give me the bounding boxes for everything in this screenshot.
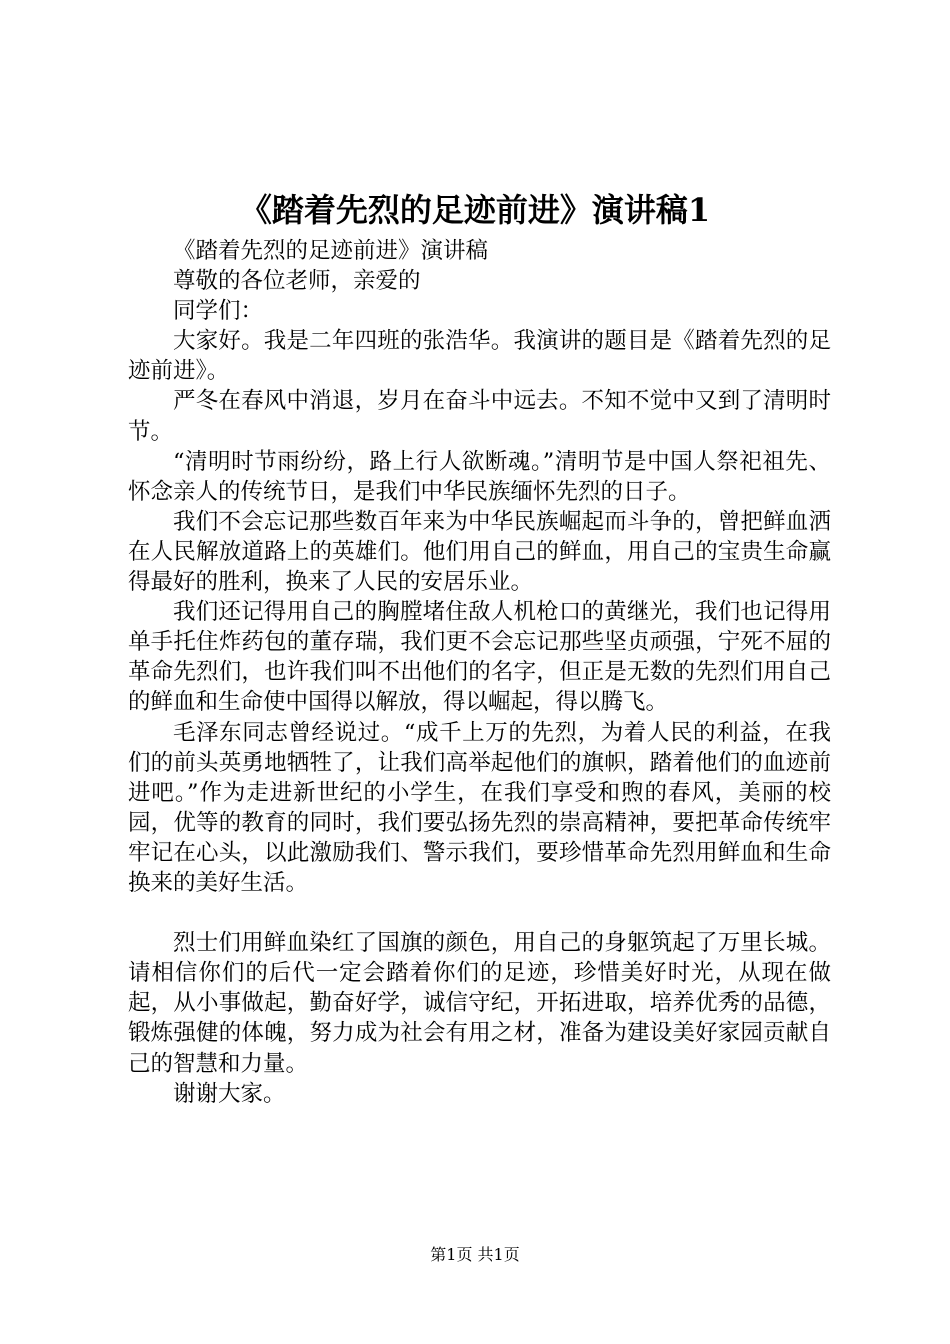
body-paragraph: 烈士们用鲜血染红了国旗的颜色，用自己的身躯筑起了万里长城。请相信你们的后代一定会踏着你们的足迹，珍惜美好时光，从现在做起，从小事做起，勤奋好学，诚信守纪，开拓进取，培养优秀的品德，锻炼强健的体魄，努力成为社会有用之材，准备为建设美好家园贡献自己的智慧和力量。 — [128, 930, 831, 1077]
page-number-footer: 第1页 共1页 — [430, 1245, 520, 1264]
body-paragraph: 毛泽东同志曾经说过。“成千上万的先烈，为着人民的利益，在我们的前头英勇地牺牲了，让我们高举起他们的旗帜，踏着他们的血迹前进吧。”作为走进新世纪的小学生，在我们享受和煦的春风，美丽的校园，优等的教育的同时，我们要弘扬先烈的崇高精神，要把革命传统牢牢记在心头，以此激励我们、警示我们，要珍惜革命先烈用鲜血和生命换来的美好生活。 — [128, 719, 831, 896]
body-paragraph: “清明时节雨纷纷，路上行人欲断魂。”清明节是中国人祭祀祖先、怀念亲人的传统节日，是我们中华民族缅怀先烈的日子。 — [128, 448, 831, 505]
body-paragraph: 我们不会忘记那些数百年来为中华民族崛起而斗争的，曾把鲜血洒在人民解放道路上的英雄们。他们用自己的鲜血，用自己的宝贵生命赢得最好的胜利，换来了人民的安居乐业。 — [128, 508, 831, 596]
document-title: 《踏着先烈的足迹前进》演讲稿1 — [239, 191, 711, 229]
closing-line: 谢谢大家。 — [173, 1080, 286, 1107]
subtitle-paragraph: 《踏着先烈的足迹前进》演讲稿 — [173, 238, 489, 264]
body-paragraph: 大家好。我是二年四班的张浩华。我演讲的题目是《踏着先烈的足迹前进》。 — [128, 328, 831, 385]
salutation-line-1: 尊敬的各位老师，亲爱的 — [173, 268, 421, 295]
body-paragraph: 我们还记得用自己的胸膛堵住敌人机枪口的黄继光，我们也记得用单手托住炸药包的董存瑞，我们更不会忘记那些坚贞顽强，宁死不屈的革命先烈们，也许我们叫不出他们的名字，但正是无数的先烈们用自己的鲜血和生命使中国得以解放，得以崛起，得以腾飞。 — [128, 599, 831, 716]
document-body — [128, 236, 831, 1109]
paragraph-spacer — [128, 898, 831, 928]
salutation-line-2: 同学们： — [173, 298, 264, 325]
body-paragraph: 严冬在春风中消退，岁月在奋斗中远去。不知不觉中又到了清明时节。 — [128, 388, 831, 445]
